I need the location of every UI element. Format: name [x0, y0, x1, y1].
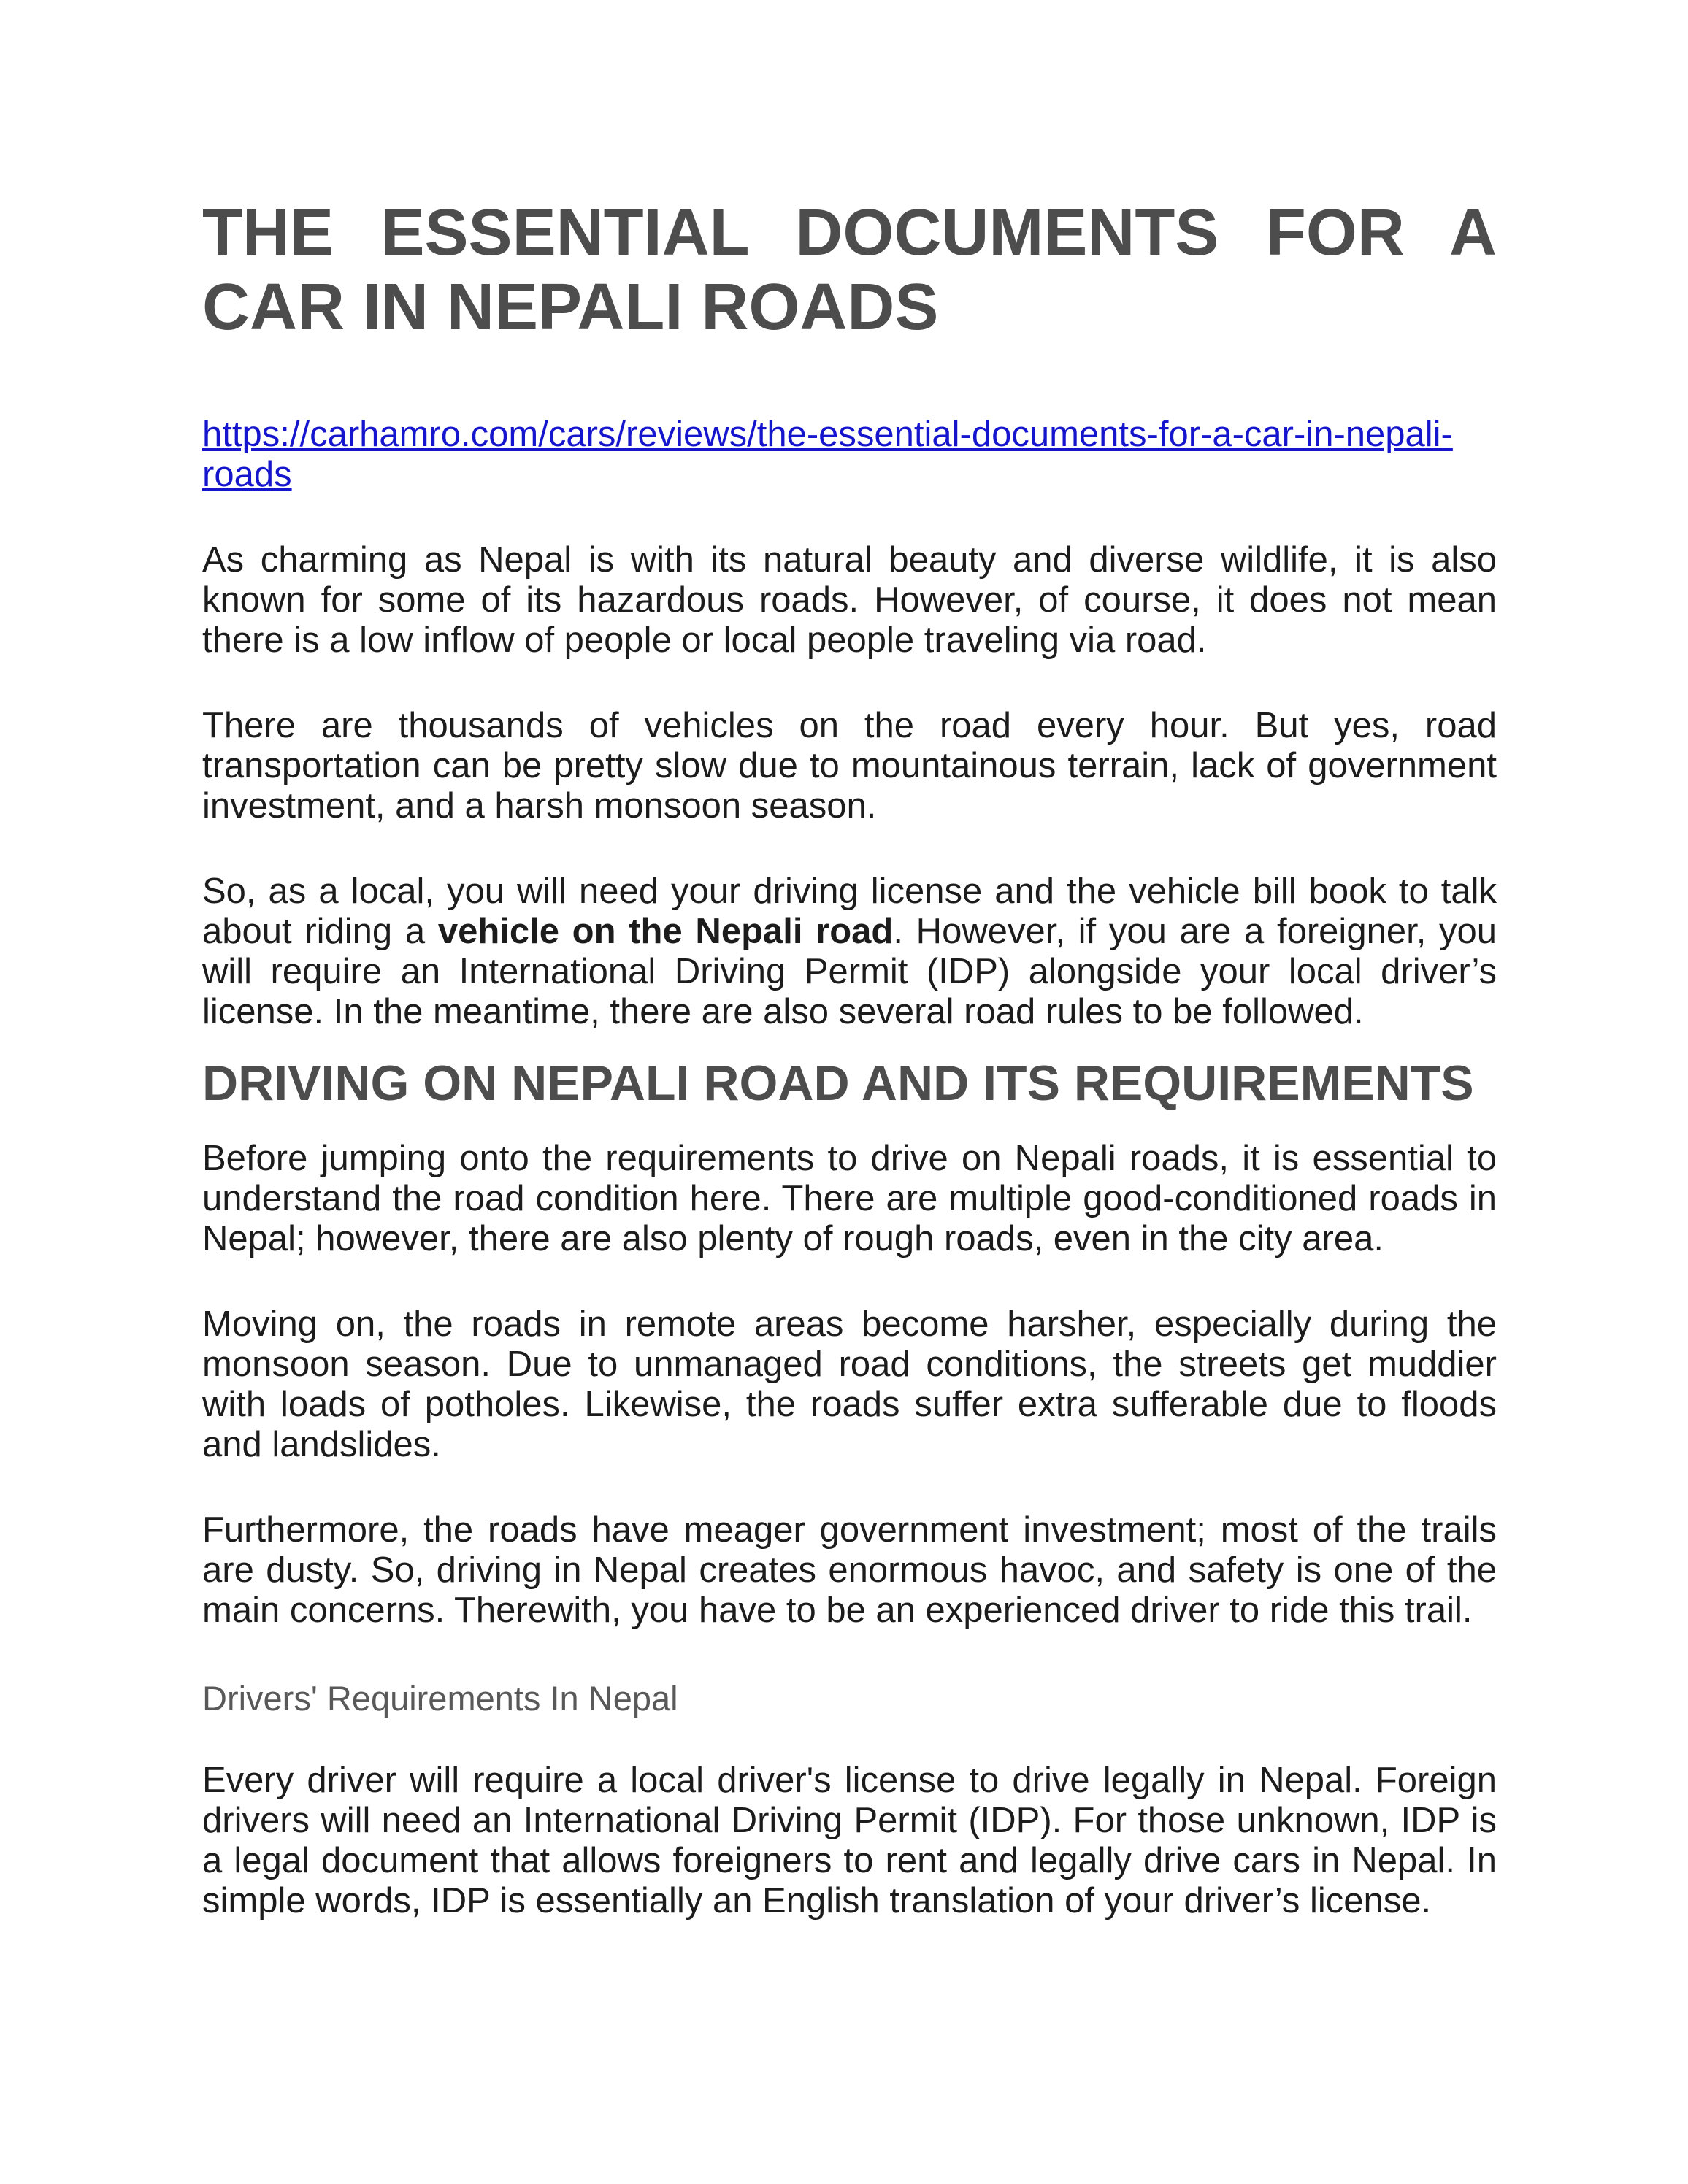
- paragraph: [202, 706, 1497, 826]
- paragraph: [202, 1139, 1497, 1259]
- paragraph: [202, 1510, 1497, 1631]
- body-text: So, as a local, you will need your driving license and the vehicle bill book to talk about riding a: [202, 872, 1497, 951]
- section-heading: DRIVING ON NEPALI ROAD AND ITS REQUIREMENTS: [202, 1056, 1474, 1111]
- body-text: As charming as Nepal is with its natural beauty and diverse wildlife, it is also known for some of its hazardous roads. However, of course, it does not mean there is a low inflow of people or local people traveling via road.: [202, 540, 1497, 660]
- paragraph: [202, 1761, 1497, 1921]
- page-title: THE ESSENTIAL DOCUMENTS FOR A CAR IN NEPALI ROADS: [202, 196, 1497, 344]
- body-text: Before jumping onto the requirements to drive on Nepali roads, it is essential to understand the road condition here. There are multiple good-conditioned roads in Nepal; however, there are also plenty of rough roads, even in the city area.: [202, 1139, 1497, 1258]
- body-text: There are thousands of vehicles on the road every hour. But yes, road transportation can be pretty slow due to mountainous terrain, lack of government investment, and a harsh monsoon season.: [202, 706, 1497, 826]
- body-text: . However, if you are a foreigner, you will require an International Driving Permit (IDP) alongside your local driver’s license. In the meantime, there are also several road rules to be followed.: [202, 912, 1497, 1031]
- paragraph: [202, 1304, 1497, 1465]
- source-link[interactable]: https://carhamro.com/cars/reviews/the-essential-documents-for-a-car-in-nepali-roads: [202, 415, 1453, 494]
- sub-heading: Drivers' Requirements In Nepal: [202, 1679, 678, 1718]
- body-text: Moving on, the roads in remote areas become harsher, especially during the monsoon season. Due to unmanaged road conditions, the streets get muddier with loads of potholes. Likewise, the roads suffer extra sufferable due to floods and landslides.: [202, 1304, 1497, 1464]
- body-text: Every driver will require a local driver's license to drive legally in Nepal. Foreign drivers will need an International Driving Permit (IDP). For those unknown, IDP is a legal document that allows foreigners to rent and legally drive cars in Nepal. In simple words, IDP is essentially an English translation of your driver’s license.: [202, 1761, 1497, 1920]
- document-body: [202, 540, 1497, 1921]
- body-text: Furthermore, the roads have meager government investment; most of the trails are dusty. So, driving in Nepal creates enormous havoc, and safety is one of the main concerns. Therewith, you have to be an experienced driver to ride this trail.: [202, 1510, 1497, 1630]
- paragraph: [202, 872, 1497, 1032]
- source-link-wrapper: [202, 415, 1497, 495]
- paragraph: [202, 540, 1497, 661]
- bold-text: vehicle on the Nepali road: [437, 912, 894, 951]
